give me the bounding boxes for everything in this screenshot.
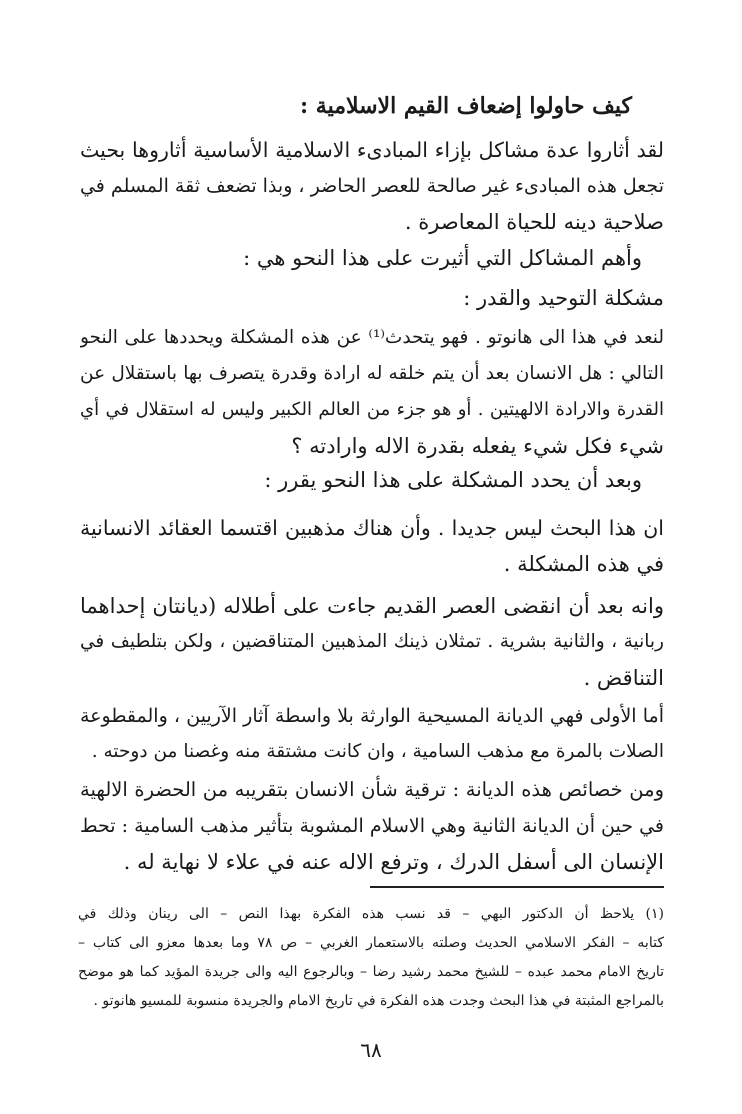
paragraph [80,772,664,880]
paragraph [80,510,664,582]
footnote-line: تاريخ الامام محمد عبده – للشيخ محمد رشيد رضا – وبالرجوع اليه والى جريدة المؤيد كما هو موضح [78,964,664,980]
paragraph [80,320,664,464]
text-line: التناقض . [583,666,664,690]
text-line: وبعد أن يحدد المشكلة على هذا النحو يقرر : [264,468,642,492]
text-line: شيء فكل شيء يفعله بقدرة الاله وارادته ؟ [291,434,664,458]
footnote-divider [370,886,664,888]
text-line: التالي : هل الانسان بعد أن يتم خلقه له ارادة وقدرة يتصرف بها باستقلال عن [80,363,664,384]
text-line: الصلات بالمرة مع مذهب السامية ، وان كانت مشتقة منه وغصنا من دوحته . [91,741,664,762]
text-line: ربانية ، والثانية بشرية . تمثلان ذينك المذهبين المتناقضين ، ولكن بتلطيف في [80,631,664,652]
footnote-line: بالمراجع المثبتة في هذا البحث وجدت هذه الفكرة في تاريخ الامام والجريدة منسوبة للمسيو هانوتو . [93,993,664,1009]
section-heading: كيف حاولوا إضعاف القيم الاسلامية : [300,93,632,119]
footnote [78,900,664,1016]
text-line: أما الأولى فهي الديانة المسيحية الوارثة بلا واسطة آثار الآريين ، والمقطوعة [80,705,664,727]
footnote-line: كتابه – الفكر الاسلامي الحديث وصلته بالاستعمار الغربي – ص ٧٨ وما بعدها معزو الى كتاب – [78,935,664,951]
footnote-line: (١) يلاحظ أن الدكتور البهي – قد نسب هذه الفكرة بهذا النص – الى رينان وذلك في [78,906,664,922]
text-line: لقد أثاروا عدة مشاكل بإزاء المبادىء الاسلامية الأساسية أثاروها بحيث [80,138,664,162]
text-line: تجعل هذه المبادىء غير صالحة للعصر الحاضر ، وبذا تضعف ثقة المسلم في [80,175,664,197]
paragraph [80,240,664,276]
text-line: ان هذا البحث ليس جديدا . وأن هناك مذهبين اقتسما العقائد الانسانية [80,516,664,540]
text-line: لنعد في هذا الى هانوتو . فهو يتحدث⁽¹⁾ عن هذه المشكلة ويحددها على النحو [80,327,664,348]
text-line: في حين أن الديانة الثانية وهي الاسلام المشوبة بتأثير مذهب السامية : تحط [80,815,664,837]
paragraph [80,698,664,770]
text-line: الإنسان الى أسفل الدرك ، وترفع الاله عنه في علاء لا نهاية له . [123,850,664,874]
text-line: وأهم المشاكل التي أثيرت على هذا النحو هي : [243,246,642,270]
text-line: صلاحية دينه للحياة المعاصرة . [404,210,664,234]
text-line: في هذه المشكلة . [503,552,664,576]
paragraph [80,280,664,316]
text-line: ومن خصائص هذه الديانة : ترقية شأن الانسان بتقريبه من الحضرة الالهية [80,778,664,801]
paragraph [80,132,664,240]
paragraph [80,462,664,498]
paragraph [80,588,664,696]
text-line: القدرة والارادة الالهيتين . أو هو جزء من العالم الكبير وليس له استقلال في أي [80,399,664,420]
page-number: ٦٨ [360,1038,382,1062]
text-line: وانه بعد أن انقضى العصر القديم جاءت على أطلاله (ديانتان إحداهما [80,594,664,618]
text-line: مشكلة التوحيد والقدر : [463,286,664,310]
